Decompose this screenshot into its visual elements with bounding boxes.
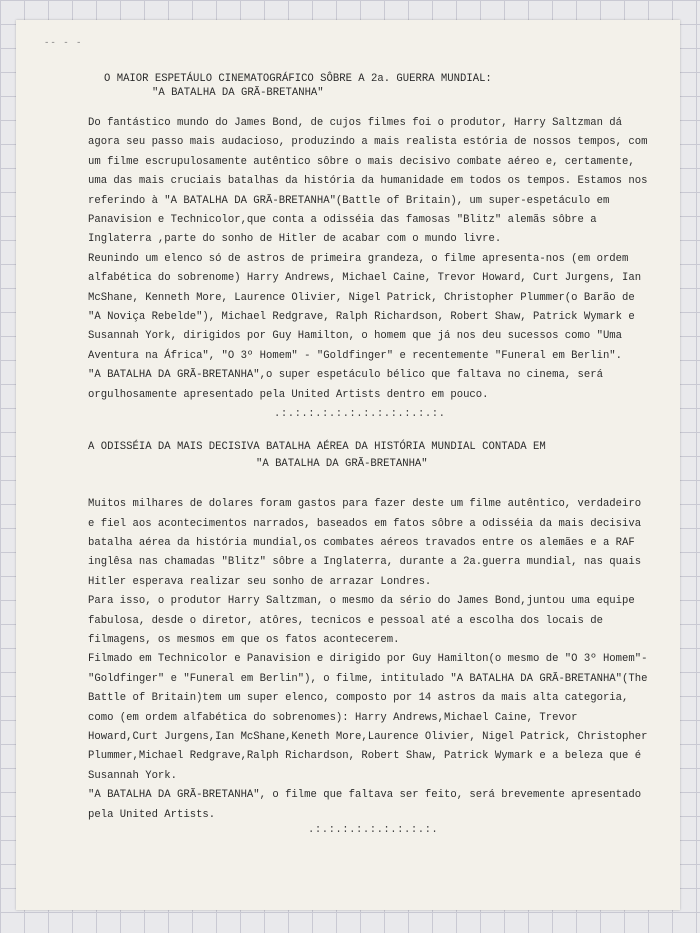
section1-paragraph: Do fantástico mundo do James Bond, de cujos filmes foi o produtor, Harry Saltzman dá agora seu passo mais audacioso, produzindo a mais realista estória de nossos tempos, com um filme escrupulosamente autêntico sôbre o mais decisivo combate aéreo e, certamente, uma das mais cruciais batalhas da história da humanidade em todos os tempos. Estamos nos referindo à "A BATALHA DA GRÃ-BRETANHA"(Battle of Britain), um super-espetáculo em Panavision e Technicolor,que conta a odisséia das famosas "Blitz" alemãs sôbre a Inglaterra ,parte do sonho de Hitler de acabar com o mundo livre. xyxy=(88,117,648,246)
section2-paragraph: Para isso, o produtor Harry Saltzman, o mesmo da sério do James Bond,juntou uma equipe fabulosa, desde o diretor, atôres, tecnicos e pessoal até a escolha dos locais de filmagens, os mesmos em que os fatos acontecerem. xyxy=(88,595,635,646)
section1-heading-line1: O MAIOR ESPETÁULO CINEMATOGRÁFICO SÔBRE A 2a. GUERRA MUNDIAL: xyxy=(104,73,492,85)
section1-paragraph: "A BATALHA DA GRÃ-BRETANHA",o super espetáculo bélico que faltava no cinema, será orgulhosamente apresentado pela United Artists dentro em pouco. xyxy=(88,369,603,401)
section1-separator: .:.:.:.:.:.:.:.:.:.:.:.:. xyxy=(274,408,446,421)
section2-paragraph: "A BATALHA DA GRÃ-BRETANHA", o filme que faltava ser feito, será brevemente apresentado pela United Artists. xyxy=(88,789,642,821)
typed-document-page xyxy=(16,20,680,910)
section2-paragraph: Filmado em Technicolor e Panavision e dirigido por Guy Hamilton(o mesmo de "O 3º Homem"- "Goldfinger" e "Funeral em Berlin"), o filme, intitulado "A BATALHA DA GRÃ-BRETANHA"(The Battle of Britain)tem um super elenco, composto por 14 astros da mais alta categoria, como (em ordem alfabética do sobrenomes): Harry Andrews,Michael Caine, Trevor Howard,Curt Jurgens,Ian McShane,Keneth More,Laurence Olivier, Nigel Patrick, Christopher Plummer,Michael Redgrave,Ralph Richardson, Robert Shaw, Patrick Wymark e a beleza que é Susannah York. xyxy=(88,653,648,782)
document-body xyxy=(88,72,648,837)
section2-separator: .:.:.:.:.:.:.:.:.:. xyxy=(308,824,439,836)
corner-mark: -- - - xyxy=(44,38,83,48)
section1-paragraph: Reunindo um elenco só de astros de primeira grandeza, o filme apresenta-nos (em ordem alfabética do sobrenome) Harry Andrews, Michael Caine, Trevor Howard, Curt Jurgens, Ian McShane, Kenneth More, Laurence Olivier, Nigel Patrick, Christopher Plummer(o Barão de "A Noviça Rebelde"), Michael Redgrave, Ralph Richardson, Robert Shaw, Patrick Wymark e Susannah York, dirigidos por Guy Hamilton, o homem que já nos deu sucessos como "Uma Aventura na África", "O 3º Homem" - "Goldfinger" e recentemente "Funeral em Berlin". xyxy=(88,252,642,362)
section1-heading-line2: "A BATALHA DA GRÃ-BRETANHA" xyxy=(152,87,324,99)
section-odyssey xyxy=(88,439,648,837)
section2-heading-line1: A ODISSÉIA DA MAIS DECISIVA BATALHA AÉREA DA HISTÓRIA MUNDIAL CONTADA EM xyxy=(88,441,546,454)
section2-paragraph: Muitos milhares de dolares foram gastos para fazer deste um filme autêntico, verdadeiro e fiel aos acontecimentos narrados, baseados em fatos sôbre a odisséia da mais decisiva batalha aérea da história mundial,os combates aéreos travados entre os alemães e a RAF inglêsa nas chamadas "Blitz" sôbre a Inglaterra, durante a 2a.guerra mundial, nas quais Hitler esperava realizar seu sonho de arrazar Londres. xyxy=(88,498,642,588)
section2-heading-line2: "A BATALHA DA GRÃ-BRETANHA" xyxy=(256,458,428,471)
section-battle-of-britain-intro xyxy=(88,72,648,421)
